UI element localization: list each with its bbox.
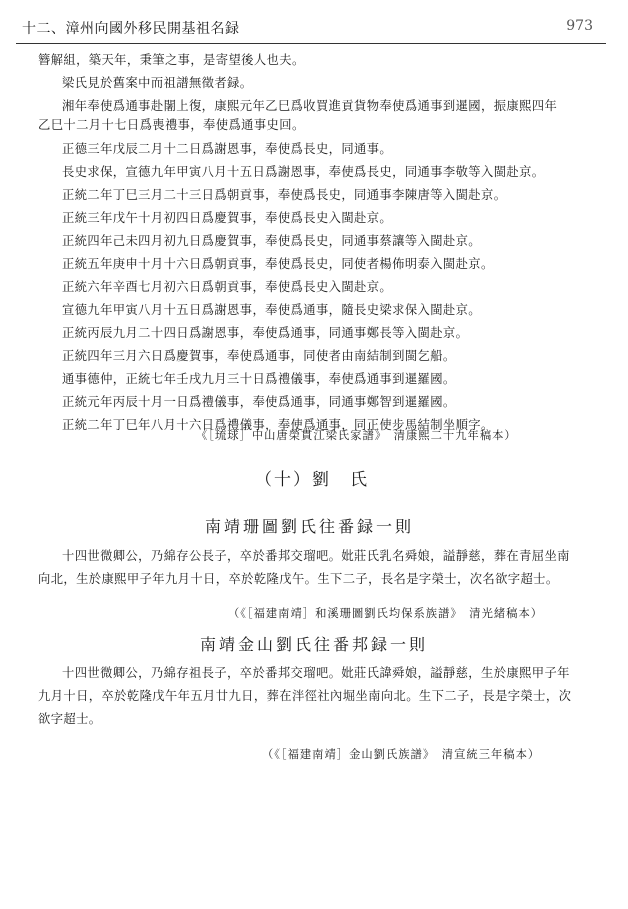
entry-line: 乙巳十二月十七日爲喪禮事，奉使爲通事史回。 [38, 118, 305, 132]
entry-line: 宣德九年甲寅八月十五日爲謝恩事，奉使爲通事，隨長史梁求保入閩赴京。 [62, 303, 481, 317]
source-citation: （《［福建南靖］金山劉氏族譜》 清宣統三年稿本） [262, 748, 541, 761]
section-title: （十）劉 氏 [255, 470, 369, 490]
entry-line: 正統丙辰九月二十四日爲謝恩事，奉使爲通事，同通事鄭長等入閩赴京。 [62, 326, 469, 340]
entry-line: 正統元年丙辰十月一日爲禮儀事，奉使爲通事，同通事鄭智到暹羅國。 [62, 395, 456, 409]
entry-line: 十四世微卿公，乃綿存公長子，卒於番邦交瑠吧。妣莊氏乳名舜娘，謚靜慈，葬在青屈坐南 [62, 549, 570, 563]
running-header [22, 18, 607, 40]
subsection-title: 南靖珊圖劉氏往番録一則 [205, 517, 415, 536]
entry-line: 正統二年丁巳三月二十三日爲朝貢事，奉使爲長史，同通事李陳唐等入閩赴京。 [62, 188, 507, 202]
entry-line: 正統三年戊午十月初四日爲慶賀事，奉使爲長史入閩赴京。 [62, 211, 393, 225]
entry-line: 湘年奉使爲通事赴闍上復，康熙元年乙巳爲收買進貢貨物奉使爲通事到暹國，振康熙四年 [62, 99, 558, 113]
entry-line: 正統四年己未四月初九日爲慶賀事，奉使爲長史，同通事蔡讓等入閩赴京。 [62, 234, 481, 248]
entry-line: 通事德仲，正統七年壬戌九月三十日爲禮儀事，奉使爲通事到暹羅國。 [62, 372, 456, 386]
entry-line: 長史求保，宣德九年甲寅八月十五日爲謝恩事，奉使爲長史，同通事李敬等入閩赴京。 [62, 165, 545, 179]
entry-line: 十四世微卿公，乃綿存祖長子，卒於番邦交瑠吧。妣莊氏諱舜娘，謚靜慈，生於康熙甲子年 [62, 666, 570, 680]
subsection-title: 南靖金山劉氏往番邦録一則 [200, 635, 429, 654]
entry-line: 正統六年辛酉七月初六日爲朝貢事，奉使爲長史入閩赴京。 [62, 280, 393, 294]
source-citation: 《［琉球］中山唐榮貫江梁氏家譜》 清康熙二十九年稿本） [196, 429, 517, 442]
entry-line: 九月十日，卒於乾隆戊午年五月廿九日，葬在泮徑社內堀坐南向北。生下二子，長是字榮士，次 [38, 689, 572, 703]
entry-line: 正統四年三月六日爲慶賀事，奉使爲通事，同使者由南結制到閩乞船。 [62, 349, 456, 363]
page-number: 973 [566, 18, 593, 34]
entry-line: 正統二年丁巳年八月十六日爲禮儀事，奉使爲通事，同正使步馬結制坐順字。 [62, 418, 494, 432]
entry-line: 向北，生於康熙甲子年九月十日，卒於乾隆戊午。生下二子，長名是字榮士，次名欲字超士。 [38, 572, 559, 586]
entry-line: 欲字超士。 [38, 712, 102, 726]
header-rule [16, 43, 606, 44]
entry-line: 正德三年戊辰二月十二日爲謝恩事，奉使爲長史，同通事。 [62, 142, 393, 156]
chapter-title: 十二、漳州向國外移民開基祖名録 [22, 21, 240, 37]
source-citation: （《［福建南靖］和溪珊圖劉氏均保系族譜》 清光緒稿本） [228, 607, 544, 620]
entry-line: 簪解組，築天年，秉筆之事，是寄望後人也夫。 [38, 53, 305, 67]
entry-line: 正統五年庚申十月十六日爲朝貢事，奉使爲長史，同使者楊佈明泰入閩赴京。 [62, 257, 494, 271]
entry-line: 梁氏見於舊案中而祖譜無徵者録。 [62, 76, 253, 90]
